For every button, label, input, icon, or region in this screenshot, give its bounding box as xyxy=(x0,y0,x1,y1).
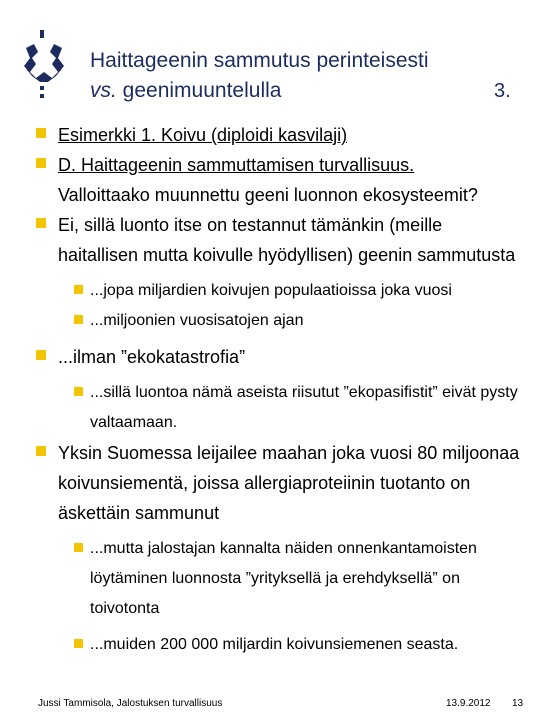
bullet-text: ...ilman ”ekokatastrofia” xyxy=(58,347,246,367)
bullet-item xyxy=(36,150,526,210)
bullet-square-icon xyxy=(74,285,83,294)
bullet-text: Ei, sillä luonto itse on testannut tämänkin (meille haitallisen mutta koivulle hyödyllisen) geenin sammutusta xyxy=(58,215,516,265)
bullet-text: ...mutta jalostajan kannalta näiden onnenkantamoisten löytäminen luonnosta ”yrityksellä ja erehdyksellä” on toivotonta xyxy=(90,540,477,617)
bullet-square-icon xyxy=(36,350,46,360)
sub-bullet-item xyxy=(36,630,526,660)
bullet-square-icon xyxy=(36,218,46,228)
footer-page-number: 13 xyxy=(512,698,524,709)
bullet-square-icon xyxy=(74,387,83,396)
bullet-square-icon xyxy=(36,446,46,456)
sub-bullet-item xyxy=(36,306,526,336)
title-line-2-rest: geenimuuntelulla xyxy=(116,79,282,102)
bullet-text: ...muiden 200 000 miljardin koivunsiemenen seasta. xyxy=(90,636,459,653)
sub-bullet-item xyxy=(36,534,526,624)
bullet-text: Haittageenin sammuttamisen turvallisuus. xyxy=(76,155,415,175)
title-line-1: Haittageenin sammutus perinteisesti xyxy=(90,49,429,72)
bullet-item xyxy=(36,438,526,528)
bullet-lead: D. xyxy=(58,155,76,175)
bullet-item xyxy=(36,342,526,372)
footer-date: 13.9.2012 xyxy=(446,698,491,709)
bullet-text: ...jopa miljardien koivujen populaatioissa joka vuosi xyxy=(90,282,452,299)
slide-number: 3. xyxy=(494,80,511,102)
bullet-item xyxy=(36,120,526,150)
bullet-list xyxy=(36,120,526,660)
bullet-text: Yksin Suomessa leijailee maahan joka vuosi 80 miljoonaa koivunsiementä, joissa allergiaproteiinin tuotanto on äskettäin sammunut xyxy=(58,443,520,523)
title-line-2 xyxy=(90,76,520,106)
bullet-square-icon xyxy=(74,639,83,648)
university-logo-icon xyxy=(18,28,70,100)
bullet-text: Esimerkki 1. Koivu (diploidi kasvilaji) xyxy=(58,125,348,145)
bullet-text: ...sillä luontoa nämä aseista riisutut ”ekopasifistit” eivät pysty valtaamaan. xyxy=(90,384,518,431)
bullet-continuation: Valloittaako muunnettu geeni luonnon ekosysteemit? xyxy=(58,185,478,205)
sub-bullet-item xyxy=(36,276,526,306)
bullet-text: ...miljoonien vuosisatojen ajan xyxy=(90,312,304,329)
title-vs: vs. xyxy=(90,79,117,102)
bullet-square-icon xyxy=(36,128,46,138)
bullet-item xyxy=(36,210,526,270)
bullet-square-icon xyxy=(36,158,46,168)
sub-bullet-item xyxy=(36,378,526,438)
footer-author: Jussi Tammisola, Jalostuksen turvallisuus xyxy=(38,698,223,709)
slide-title xyxy=(90,46,520,106)
bullet-square-icon xyxy=(74,315,83,324)
bullet-square-icon xyxy=(74,543,83,552)
